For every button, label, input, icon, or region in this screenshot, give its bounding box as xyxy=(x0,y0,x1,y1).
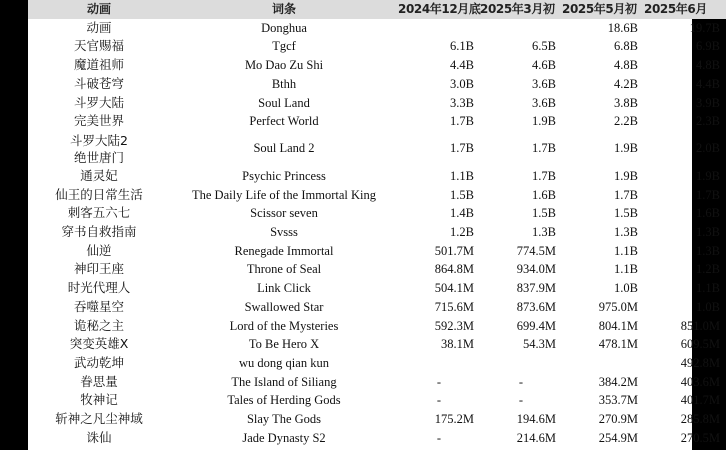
value-cell[interactable]: 1.2B xyxy=(450,225,474,240)
value-cell[interactable]: 1.5B xyxy=(450,187,474,202)
value-cell[interactable]: 492.8M xyxy=(680,355,720,370)
value-cell[interactable]: 6.1B xyxy=(450,39,474,54)
table-row xyxy=(28,429,726,448)
value-cell[interactable]: 1.7B xyxy=(532,141,556,156)
value-cell[interactable]: 1.7B xyxy=(696,187,720,202)
value-cell[interactable]: 2.2B xyxy=(614,114,638,129)
value-cell[interactable]: 6.8B xyxy=(614,39,638,54)
title-en-cell[interactable]: Slay The Gods xyxy=(246,412,322,427)
title-en-cell[interactable]: Scissor seven xyxy=(250,206,318,221)
table-row xyxy=(28,112,726,131)
value-cell[interactable] xyxy=(562,354,644,373)
value-cell[interactable]: 1.9B xyxy=(614,141,638,156)
value-cell[interactable]: 19.7B xyxy=(689,20,720,35)
header-cell[interactable]: 2025年3月初 xyxy=(480,0,562,19)
table-row xyxy=(28,279,726,298)
value-cell[interactable]: 1.1B xyxy=(614,243,638,258)
title-en-cell[interactable]: The Daily Life of the Immortal King xyxy=(192,187,376,202)
title-cn-cell[interactable]: 神印王座 xyxy=(73,261,124,277)
table-row xyxy=(28,335,726,354)
value-cell[interactable]: 851.0M xyxy=(680,318,720,333)
title-en-cell[interactable]: The Island of Siliang xyxy=(231,374,337,389)
table-row xyxy=(28,410,726,429)
header-cell[interactable]: 2025年6月 xyxy=(644,0,726,19)
value-cell[interactable]: 6.9B xyxy=(696,39,720,54)
value-cell[interactable]: 873.6M xyxy=(516,299,556,314)
value-cell[interactable]: 1.1B xyxy=(696,281,720,296)
table-row xyxy=(28,56,726,75)
value-cell[interactable]: 1.7B xyxy=(614,187,638,202)
value-cell[interactable]: 1.6B xyxy=(532,187,556,202)
value-cell[interactable]: 254.9M xyxy=(598,430,638,445)
value-cell[interactable]: 1.7B xyxy=(450,114,474,129)
value-cell[interactable]: 1.9B xyxy=(696,168,720,183)
value-cell[interactable]: 1.9B xyxy=(614,168,638,183)
value-cell[interactable]: 1.4B xyxy=(450,206,474,221)
value-cell[interactable]: 1.0B xyxy=(696,299,720,314)
title-en-cell[interactable]: To Be Hero X xyxy=(248,337,320,352)
title-en-cell[interactable]: Soul Land xyxy=(258,95,310,110)
value-cell[interactable]: 699.4M xyxy=(516,318,556,333)
title-en-cell[interactable]: Jade Dynasty S2 xyxy=(242,430,326,445)
value-cell[interactable] xyxy=(480,354,562,373)
title-cn-cell[interactable]: 诛仙 xyxy=(86,429,112,445)
title-en-cell[interactable]: Link Click xyxy=(257,281,311,296)
value-cell[interactable]: 4.6B xyxy=(532,58,556,73)
title-cn-cell[interactable]: 斗罗大陆 xyxy=(73,94,124,110)
value-cell[interactable]: 1.3B xyxy=(532,225,556,240)
table-row xyxy=(28,354,726,373)
title-cn-cell[interactable]: 完美世界 xyxy=(73,113,124,129)
title-cn-cell[interactable]: 天官赐福 xyxy=(73,38,124,54)
title-en-cell[interactable]: Donghua xyxy=(261,20,307,35)
value-cell[interactable]: 1.1B xyxy=(450,168,474,183)
table-body xyxy=(28,19,726,448)
title-cn-cell[interactable]: 斗破苍穹 xyxy=(73,75,124,91)
value-cell[interactable]: 1.1B xyxy=(614,262,638,277)
value-cell[interactable]: 38.1M xyxy=(441,337,474,352)
table-row xyxy=(28,94,726,113)
value-cell[interactable]: 2.3B xyxy=(696,114,720,129)
value-cell[interactable]: 54.3M xyxy=(523,337,556,352)
value-cell[interactable] xyxy=(398,19,480,38)
value-cell[interactable]: 3.6B xyxy=(532,95,556,110)
title-en-cell[interactable]: Perfect World xyxy=(249,114,319,129)
value-cell[interactable]: 6.5B xyxy=(532,39,556,54)
value-cell[interactable]: 194.6M xyxy=(516,412,556,427)
value-cell[interactable]: 864.8M xyxy=(434,262,474,277)
value-cell[interactable] xyxy=(398,354,480,373)
header-cell[interactable]: 2025年5月初 xyxy=(562,0,644,19)
title-en-cell[interactable]: Swallowed Star xyxy=(244,299,324,314)
value-cell[interactable]: 3.0B xyxy=(450,76,474,91)
title-cn-cell[interactable]: 诡秘之主 xyxy=(73,317,124,333)
title-cn-cell[interactable]: 斗罗大陆2 绝世唐门 xyxy=(70,132,128,165)
title-en-cell[interactable]: Psychic Princess xyxy=(242,168,326,183)
value-cell[interactable]: - xyxy=(518,374,524,389)
table-row xyxy=(28,131,726,167)
title-en-cell[interactable]: Svsss xyxy=(270,225,298,240)
title-cn-cell[interactable]: 武动乾坤 xyxy=(73,354,124,370)
value-cell[interactable]: 2.0B xyxy=(696,141,720,156)
value-cell[interactable]: 175.2M xyxy=(434,412,474,427)
value-cell[interactable]: 1.6B xyxy=(696,206,720,221)
title-en-cell[interactable]: Tales of Herding Gods xyxy=(227,393,341,408)
title-cn-cell[interactable]: 动画 xyxy=(86,19,112,35)
table-row xyxy=(28,167,726,186)
title-cn-cell[interactable]: 突变英雄X xyxy=(69,336,129,352)
title-cn-cell[interactable]: 眷思量 xyxy=(80,373,118,389)
value-cell[interactable]: 214.6M xyxy=(516,430,556,445)
table-row xyxy=(28,75,726,94)
value-cell[interactable]: 3.3B xyxy=(450,95,474,110)
value-cell[interactable]: - xyxy=(436,374,442,389)
value-cell[interactable]: 4.8B xyxy=(696,58,720,73)
value-cell[interactable]: 3.9B xyxy=(696,95,720,110)
title-cn-cell[interactable]: 时光代理人 xyxy=(67,280,131,296)
value-cell[interactable]: 975.0M xyxy=(598,299,638,314)
value-cell[interactable]: 270.9M xyxy=(598,412,638,427)
title-cn-cell[interactable]: 吞噬星空 xyxy=(73,298,124,314)
table-row xyxy=(28,391,726,410)
value-cell[interactable]: 1.7B xyxy=(450,141,474,156)
value-cell[interactable]: 4.2B xyxy=(614,76,638,91)
value-cell[interactable]: 1.3B xyxy=(696,225,720,240)
spreadsheet xyxy=(28,0,720,450)
value-cell[interactable]: 1.5B xyxy=(614,206,638,221)
table-row xyxy=(28,37,726,56)
data-table xyxy=(28,0,726,447)
value-cell[interactable]: 403.6M xyxy=(680,374,720,389)
value-cell[interactable]: 1.3B xyxy=(696,243,720,258)
title-cn-cell[interactable]: 仙王的日常生活 xyxy=(55,186,143,202)
value-cell[interactable]: 501.7M xyxy=(434,243,474,258)
value-cell[interactable]: 285.8M xyxy=(680,412,720,427)
title-en-cell[interactable]: wu dong qian kun xyxy=(239,355,329,370)
value-cell[interactable]: 715.6M xyxy=(434,299,474,314)
table-row xyxy=(28,260,726,279)
header-cell[interactable]: 2024年12月底 xyxy=(398,0,480,19)
table-row xyxy=(28,298,726,317)
table-row xyxy=(28,19,726,38)
value-cell[interactable]: 934.0M xyxy=(516,262,556,277)
value-cell[interactable]: 4.8B xyxy=(614,58,638,73)
value-cell[interactable]: 4.4B xyxy=(450,58,474,73)
title-cn-cell[interactable]: 斩神之凡尘神域 xyxy=(55,411,143,427)
title-en-cell[interactable]: Throne of Seal xyxy=(246,262,322,277)
value-cell[interactable]: 478.1M xyxy=(598,337,638,352)
value-cell[interactable]: 1.2B xyxy=(696,262,720,277)
title-cn-cell[interactable]: 穿书自救指南 xyxy=(61,224,137,240)
header-cell[interactable]: 动画 xyxy=(28,0,170,19)
value-cell[interactable]: 1.9B xyxy=(532,114,556,129)
title-cn-cell[interactable]: 通灵妃 xyxy=(80,167,118,183)
value-cell[interactable]: 837.9M xyxy=(516,281,556,296)
title-cn-cell[interactable]: 牧神记 xyxy=(80,392,118,408)
title-en-cell[interactable]: Tgcf xyxy=(272,39,296,54)
value-cell[interactable]: 384.2M xyxy=(598,374,638,389)
value-cell[interactable]: 1.3B xyxy=(614,225,638,240)
value-cell[interactable]: 18.6B xyxy=(607,20,638,35)
value-cell[interactable]: - xyxy=(518,393,524,408)
value-cell[interactable]: 504.1M xyxy=(434,281,474,296)
table-row xyxy=(28,186,726,205)
value-cell[interactable]: 804.1M xyxy=(598,318,638,333)
value-cell[interactable]: - xyxy=(436,393,442,408)
value-cell[interactable]: 3.8B xyxy=(614,95,638,110)
table-row xyxy=(28,242,726,261)
value-cell[interactable]: 4.4B xyxy=(696,76,720,91)
value-cell[interactable]: 401.7M xyxy=(680,393,720,408)
value-cell[interactable]: 774.5M xyxy=(516,243,556,258)
table-row xyxy=(28,317,726,336)
title-cn-cell[interactable]: 魔道祖师 xyxy=(73,57,124,73)
value-cell[interactable] xyxy=(480,19,562,38)
value-cell[interactable]: - xyxy=(436,430,442,445)
header-cell[interactable]: 词条 xyxy=(170,0,398,19)
value-cell[interactable]: 1.7B xyxy=(532,168,556,183)
value-cell[interactable]: 353.7M xyxy=(598,393,638,408)
header-row xyxy=(28,0,726,19)
value-cell[interactable]: 270.5M xyxy=(680,430,720,445)
title-cn-cell[interactable]: 仙逆 xyxy=(86,242,112,258)
title-en-cell[interactable]: Soul Land 2 xyxy=(253,141,315,156)
value-cell[interactable]: 592.3M xyxy=(434,318,474,333)
title-en-cell[interactable]: Bthh xyxy=(271,76,297,91)
table-row xyxy=(28,204,726,223)
title-cn-cell[interactable]: 刺客五六七 xyxy=(67,205,131,221)
value-cell[interactable]: 1.0B xyxy=(614,281,638,296)
title-en-cell[interactable]: Renegade Immortal xyxy=(234,243,334,258)
title-en-cell[interactable]: Mo Dao Zu Shi xyxy=(244,58,324,73)
table-row xyxy=(28,223,726,242)
value-cell[interactable]: 1.5B xyxy=(532,206,556,221)
table-row xyxy=(28,373,726,392)
title-en-cell[interactable]: Lord of the Mysteries xyxy=(229,318,339,333)
value-cell[interactable]: 609.5M xyxy=(680,337,720,352)
value-cell[interactable]: 3.6B xyxy=(532,76,556,91)
